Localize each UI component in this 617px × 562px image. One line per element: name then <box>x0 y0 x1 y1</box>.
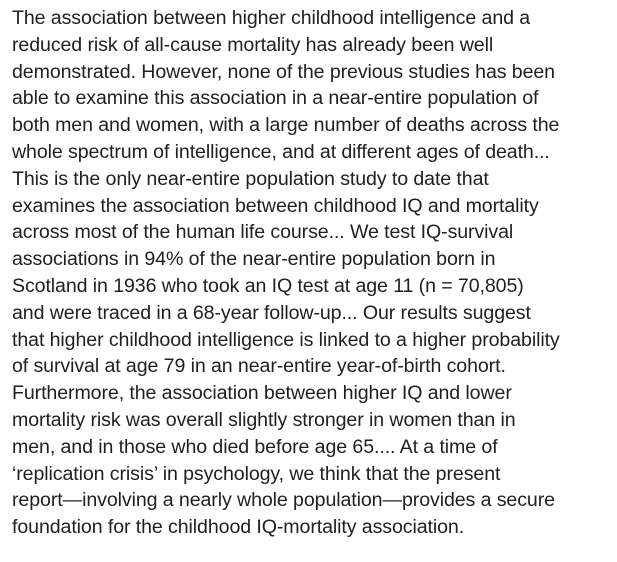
text-line: mortality risk was overall slightly stronger in women than in <box>12 408 516 431</box>
text-line: men, and in those who died before age 65.... At a time of <box>12 435 498 458</box>
text-line: The association between higher childhood intelligence and a <box>12 7 531 29</box>
text-line: Furthermore, the association between higher IQ and lower <box>12 382 512 405</box>
text-line: associations in 94% of the near-entire population born in <box>12 248 496 271</box>
text-line: that higher childhood intelligence is linked to a higher probability <box>12 328 560 351</box>
text-line: demonstrated. However, none of the previous studies has been <box>12 60 555 83</box>
text-line: foundation for the childhood IQ-mortality association. <box>12 516 465 539</box>
text-line: able to examine this association in a near-entire population of <box>12 87 539 110</box>
text-line: of survival at age 79 in an near-entire year-of-birth cohort. <box>12 355 506 378</box>
text-line: ‘replication crisis’ in psychology, we think that the present <box>12 462 501 485</box>
text-line: both men and women, with a large number of deaths across the <box>12 114 560 137</box>
text-line: report—involving a nearly whole population—provides a secure <box>12 489 555 512</box>
text-line: This is the only near-entire population study to date that <box>12 167 489 190</box>
text-line: examines the association between childhood IQ and mortality <box>12 194 539 217</box>
text-line: whole spectrum of intelligence, and at different ages of death... <box>12 140 550 163</box>
text-line: Scotland in 1936 who took an IQ test at age 11 (n = 70,805) <box>12 274 524 297</box>
text-line: and were traced in a 68-year follow-up... Our results suggest <box>12 301 531 324</box>
text-line: reduced risk of all-cause mortality has already been well <box>12 33 494 56</box>
text-line: across most of the human life course... We test IQ-survival <box>12 221 514 244</box>
quoted-passage <box>12 5 613 541</box>
